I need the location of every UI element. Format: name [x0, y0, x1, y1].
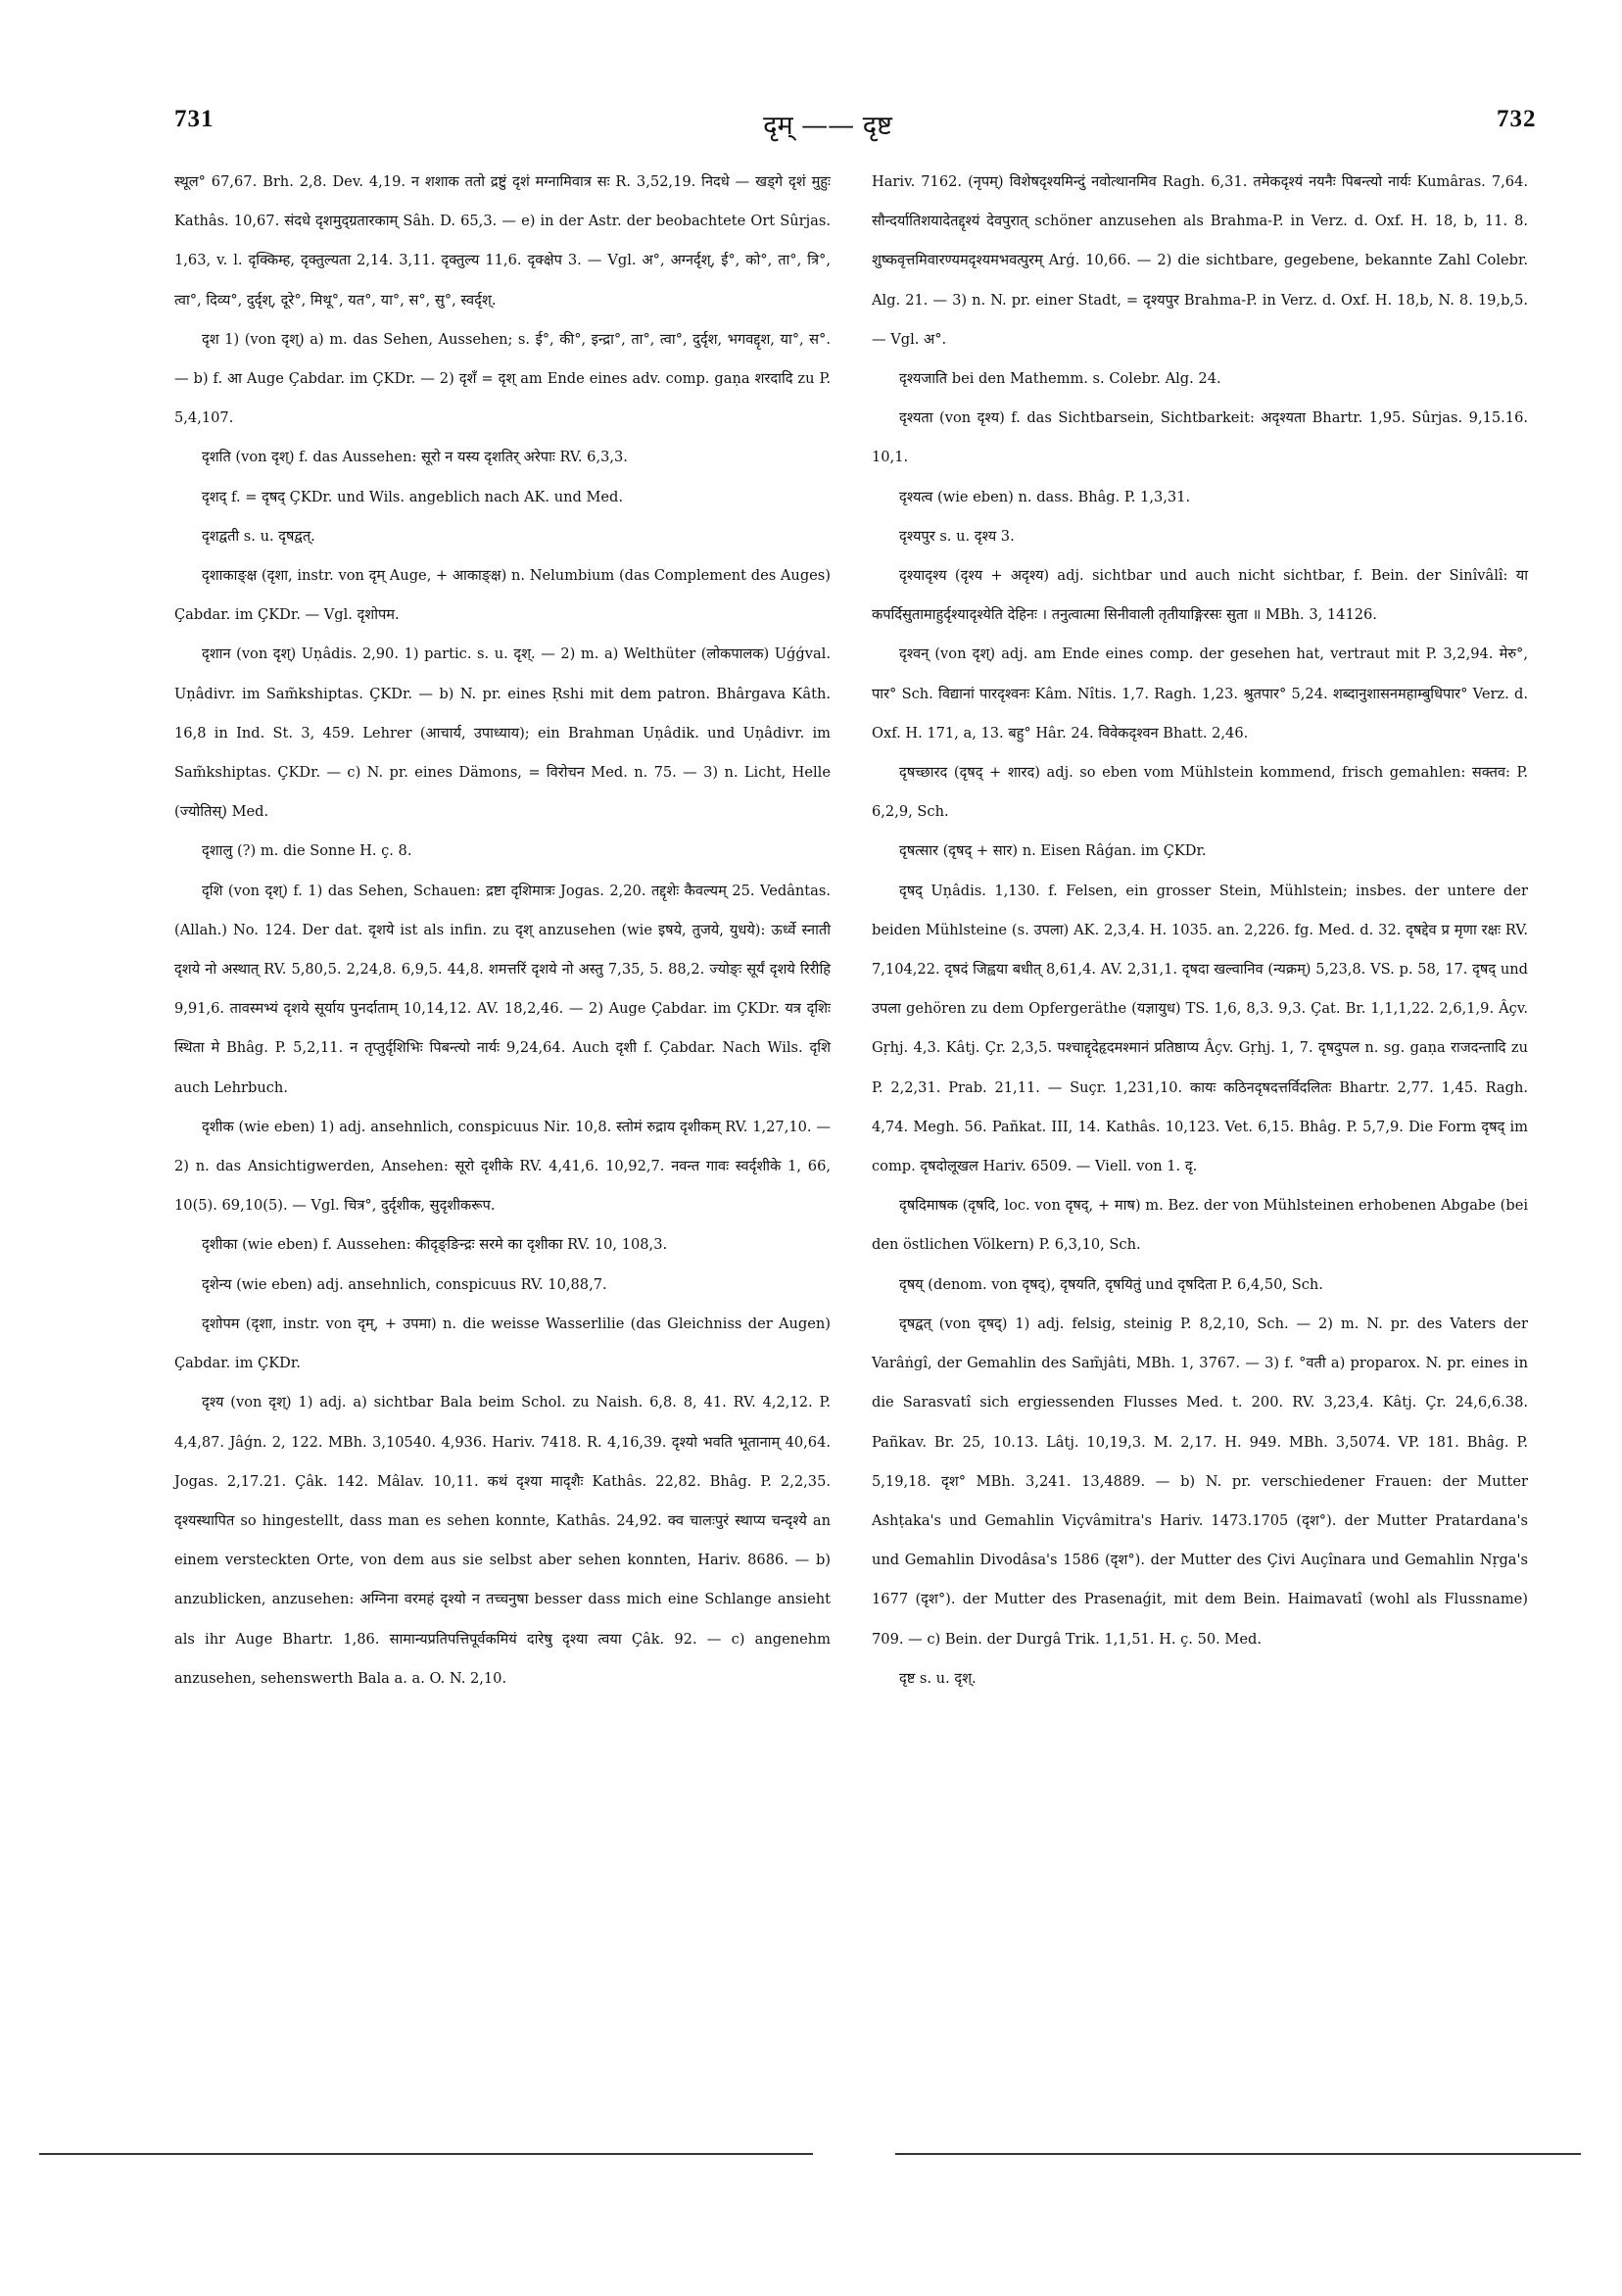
dictionary-entry: दृषच्छारद (दृषद् + शारद) adj. so eben vom Mühlstein kommend, frisch gemahlen: सक्तव: P. 6,2,9, Sch.: [872, 764, 1528, 821]
dictionary-entry: दृशोपम (दृशा, instr. von दृम्, + उपमा) n. die weisse Wasserlilie (das Gleichniss der Augen) Çabdar. im ÇKDr.: [174, 1315, 831, 1372]
left-page-number: 731: [174, 106, 215, 132]
dictionary-entry: दृषत्सार (दृषद् + सार) n. Eisen Râǵan. im ÇKDr.: [899, 842, 1207, 860]
right-column: [872, 163, 1528, 1698]
dictionary-entry: दृश्यता (von दृश्य) f. das Sichtbarsein, Sichtbarkeit: अदृश्यता Bhartr. 1,95. Sûrjas. 9,15.16. 10,1.: [872, 409, 1528, 466]
dictionary-entry: दृषदिमाषक (दृषदि, loc. von दृषद्, + माष) m. Bez. der von Mühlsteinen erhobenen Abgabe (bei den östlichen Völkern) P. 6,3,10, Sch.: [872, 1197, 1528, 1254]
dictionary-entry: दृशीक (wie eben) 1) adj. ansehnlich, conspicuus Nir. 10,8. स्तोमं रुद्राय दृशीकम् RV. 1,27,10. — 2) n. das Ansichtigwerden, Ansehen: सूरो दृशीके RV. 4,41,6. 10,92,7. नवन्त गावः स्वर्दृशीके 1, 66, 10(5). 69,10(5). — Vgl. चित्र°, दुर्दृशीक, सुदृशीकरूप.: [174, 1118, 831, 1215]
dictionary-entry: दृशद्वती s. u. दृषद्वत्.: [202, 527, 315, 545]
dictionary-entry: दृशति (von दृश्) f. das Aussehen: सूरो न यस्य दृशतिर् अरेपाः RV. 6,3,3.: [202, 449, 628, 466]
dictionary-entry: दृशद् f. = दृषद् ÇKDr. und Wils. angeblich nach AK. und Med.: [202, 488, 624, 505]
running-head-words: दृम् —— दृष्ट: [763, 111, 892, 141]
dictionary-entry: Hariv. 7162. (नृपम्) विशेषदृश्यमिन्दुं नवोत्थानमिव Ragh. 6,31. तमेकदृश्यं नयनैः पिबन्त्यो नार्यः Kumâras. 7,64. सौन्दर्यातिशयादेतद्दृश्यं देवपुरात् schöner anzusehen als Brahma-P. in Verz. d. Oxf. H. 18, b, 11. 8. शुष्कवृत्तमिवारण्यमदृश्यमभवत्पुरम् Arǵ. 10,66. — 2) die sichtbare, gegebene, bekannte Zahl Colebr. Alg. 21. — 3) n. N. pr. einer Stadt, = दृश्यपुर Brahma-P. in Verz. d. Oxf. H. 18,b, N. 8. 19,b,5. — Vgl. अ°.: [872, 173, 1528, 348]
dictionary-entry: दृषय् (denom. von दृषद्), दृषयति, दृषयितुं und दृषदिता P. 6,4,50, Sch.: [899, 1275, 1323, 1293]
left-column: [174, 163, 831, 1698]
dictionary-entry: दृशीका (wie eben) f. Aussehen: कीदृङ्ङिन्द्रः सरमे का दृशीका RV. 10, 108,3.: [202, 1236, 668, 1254]
dictionary-entry: स्थूल° 67,67. Brh. 2,8. Dev. 4,19. न शशाक ततो द्रष्टुं दृशं मग्नामिवात्र सः R. 3,52,19. निदधे — खड्गे दृशं मुहुः Kathâs. 10,67. संदधे दृशमुद्ग्रतारकाम् Sâh. D. 65,3. — e) in der Astr. der beobachtete Ort Sûrjas. 1,63, v. l. दृक्किम्ह, दृक्तुल्यता 2,14. 3,11. दृक्तुल्य 11,6. दृक्क्षेप 3. — Vgl. अ°, अग्नर्दृश्, ई°, को°, ता°, त्रि°, त्वा°, दिव्य°, दुर्दृश्, दूरे°, मिथू°, यत°, या°, स°, सु°, स्वर्दृश्.: [174, 173, 831, 309]
dictionary-entry: दृश्यजाति bei den Mathemm. s. Colebr. Alg. 24.: [899, 370, 1221, 388]
dictionary-entry: दृशि (von दृश्) f. 1) das Sehen, Schauen: द्रष्टा दृशिमात्रः Jogas. 2,20. तद्दृशेः कैवल्यम् 25. Vedântas. (Allah.) No. 124. Der dat. दृशये ist als infin. zu दृश् anzusehen (wie इषये, तुजये, युधये): ऊर्ध्वे स्नाती दृशये नो अस्थात् RV. 5,80,5. 2,24,8. 6,9,5. 44,8. शमत्तरिं दृशये नो अस्तु 7,35, 5. 88,2. ज्योङ्ः सूर्यं दृशये रिरीहि 9,91,6. तावस्मभ्यं दृशये सूर्याय पुनर्दाताम् 10,14,12. AV. 18,2,46. — 2) Auge Çabdar. im ÇKDr. यत्र दृशिः स्थिता मे Bhâg. P. 5,2,11. न तृप्तुर्दृशिभिः पिबन्त्यो नार्यः 9,24,64. Auch दृशी f. Çabdar. Nach Wils. दृशि auch Lehrbuch.: [174, 882, 831, 1096]
dictionary-entry: दृशेन्य (wie eben) adj. ansehnlich, conspicuus RV. 10,88,7.: [202, 1275, 607, 1293]
dictionary-entry: दृशाकाङ्क्ष (दृशा, instr. von दृम् Auge, + आकाङ्क्ष) n. Nelumbium (das Complement des Auges) Çabdar. im ÇKDr. — Vgl. दृशोपम.: [174, 567, 831, 624]
running-header: [0, 106, 1622, 145]
dictionary-entry: दृशान (von दृश्) Uṇâdis. 2,90. 1) partic. s. u. दृश्. — 2) m. a) Welthüter (लोकपालक) Uǵǵval. Uṇâdivr. im Sam̃kshiptas. ÇKDr. — b) N. pr. eines Ṛshi mit dem patron. Bhârgava Kâth. 16,8 in Ind. St. 3, 459. Lehrer (आचार्य, उपाध्याय); ein Brahman Uṇâdik. und Uṇâdivr. im Sam̃kshiptas. ÇKDr. — c) N. pr. eines Dämons, = विरोचन Med. n. 75. — 3) n. Licht, Helle (ज्योतिस्) Med.: [174, 646, 831, 821]
dictionary-entry: दृश्य (von दृश्) 1) adj. a) sichtbar Bala beim Schol. zu Naish. 6,8. 8, 41. RV. 4,2,12. P. 4,4,87. Jâǵn. 2, 122. MBh. 3,10540. 4,936. Hariv. 7418. R. 4,16,39. दृश्यो भवति भूतानाम् 40,64. Jogas. 2,17.21. Çâk. 142. Mâlav. 10,11. कथं दृश्या मादृशैः Kathâs. 22,82. Bhâg. P. 2,2,35. दृश्यस्थापित so hingestellt, dass man es sehen konnte, Kathâs. 24,92. क्व चालःपुरं स्थाप्य चन्दृश्ये an einem versteckten Orte, von dem aus sie selbst aber sehen konnten, Hariv. 8686. — b) anzublicken, anzusehen: अग्निना वरमहं दृश्यो न तच्चनुषा besser dass mich eine Schlange ansieht als ihr Auge Bhartr. 1,86. सामान्यप्रतिपत्तिपूर्वकमियं दारेषु दृश्या त्वया Çâk. 92. — c) angenehm anzusehen, sehenswerth Bala a. a. O. N. 2,10.: [174, 1394, 831, 1687]
dictionary-entry: दृश्यत्व (wie eben) n. dass. Bhâg. P. 1,3,31.: [899, 488, 1191, 505]
footer-rule-left: [39, 2153, 813, 2155]
dictionary-entry: दृश्यपुर s. u. दृश्य 3.: [899, 527, 1015, 545]
dictionary-entry: दृषद्वत् (von दृषद्) 1) adj. felsig, steinig P. 8,2,10, Sch. — 2) m. N. pr. des Vaters der Varâṅgî, der Gemahlin des Sam̃jâti, MBh. 1, 3767. — 3) f. °वती a) proparox. N. pr. eines in die Sarasvatî sich ergiessenden Flusses Med. t. 200. RV. 3,23,4. Kâtj. Çr. 24,6,6.38. Pañkav. Br. 25, 10.13. Lâtj. 10,19,3. M. 2,17. H. 949. MBh. 3,5074. VP. 181. Bhâg. P. 5,19,18. दृश° MBh. 3,241. 13,4889. — b) N. pr. verschiedener Frauen: der Mutter Ashṭaka's und Gemahlin Viçvâmitra's Hariv. 1473.1705 (दृश°). der Mutter Pratardana's und Gemahlin Divodâsa's 1586 (दृश°). der Mutter des Çivi Auçînara und Gemahlin Nṛga's 1677 (दृश°). der Mutter des Prasenaǵit, mit dem Bein. Haimavatî (wohl als Flussname) 709. — c) Bein. der Durgâ Trik. 1,1,51. H. ç. 50. Med.: [872, 1315, 1528, 1648]
dictionary-entry: दृष्ट s. u. दृश्.: [899, 1669, 977, 1687]
dictionary-entry: दृशालु (?) m. die Sonne H. ç. 8.: [202, 842, 412, 860]
dictionary-entry: दृश्वन् (von दृश्) adj. am Ende eines comp. der gesehen hat, vertraut mit P. 3,2,94. मेरु°, पार° Sch. विद्यानां पारदृश्वनः Kâm. Nîtis. 1,7. Ragh. 1,23. श्रुतपार° 5,24. शब्दानुशासनमहाम्बुधिपार° Verz. d. Oxf. H. 171, a, 13. बहु° Hâr. 24. विवेकदृश्वन Bhatt. 2,46.: [872, 646, 1528, 741]
dictionary-entry: दृश्यादृश्य (दृश्य + अदृश्य) adj. sichtbar und auch nicht sichtbar, f. Bein. der Sinîvâlî: या कपर्दिसुतामाहुर्दृश्यादृश्येति देहिनः । तनुत्वात्मा सिनीवाली तृतीयाङ्गिरसः सुता ॥ MBh. 3, 14126.: [872, 567, 1528, 624]
footer-rule-right: [895, 2153, 1581, 2155]
dictionary-entry: दृश 1) (von दृश्) a) m. das Sehen, Aussehen; s. ई°, की°, इन्द्रा°, ता°, त्वा°, दुर्दृश, भगवद्दृश, या°, स°. — b) f. आ Auge Çabdar. im ÇKDr. — 2) दृशँ = दृश् am Ende eines adv. comp. gaṇa शरदादि zu P. 5,4,107.: [174, 330, 831, 427]
right-page-number: 732: [1497, 106, 1537, 132]
dictionary-entry: दृषद् Uṇâdis. 1,130. f. Felsen, ein grosser Stein, Mühlstein; insbes. der untere der beiden Mühlsteine (s. उपला) AK. 2,3,4. H. 1035. an. 2,226. fg. Med. d. 32. दृषद्देव प्र मृणा रक्षः RV. 7,104,22. दृषदं जिह्वया बधीत् 8,61,4. AV. 2,31,1. दृषदा खल्वानिव (न्यक्रम्) 5,23,8. VS. p. 58, 17. दृषद् und उपला gehören zu dem Opfergeräthe (यज्ञायुध) TS. 1,6, 8,3. 9,3. Çat. Br. 1,1,1,22. 2,6,1,9. Âçv. Gṛhj. 4,3. Kâtj. Çr. 2,3,5. पश्चाद्दृदेहृदमश्मानं प्रतिष्ठाप्य Âçv. Gṛhj. 1, 7. दृषदुपल n. sg. gaṇa राजदन्तादि zu P. 2,2,31. Prab. 21,11. — Suçr. 1,231,10. कायः कठिनदृषदत्तर्विदलितः Bhartr. 2,77. 1,45. Ragh. 4,74. Megh. 56. Pañkat. III, 14. Kathâs. 10,123. Vet. 6,15. Bhâg. P. 5,7,9. Die Form दृषद् im comp. दृषदोलूखल Hariv. 6509. — Viell. von 1. दृ.: [872, 882, 1528, 1175]
